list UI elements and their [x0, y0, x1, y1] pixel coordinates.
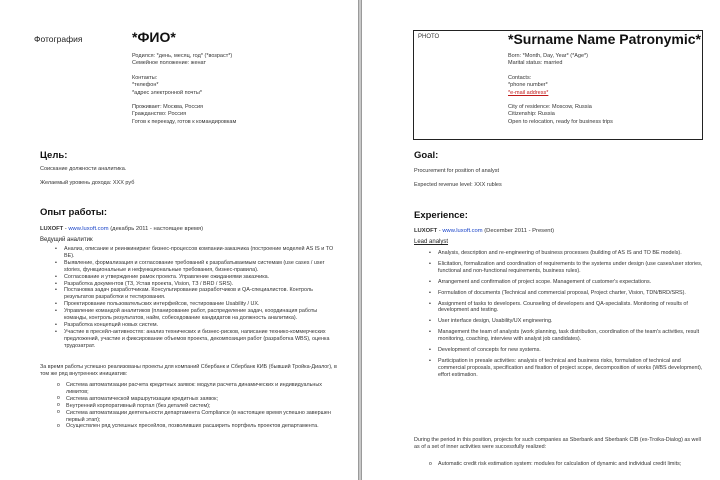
photo-placeholder-label: Фотография	[34, 34, 83, 44]
list-item: • Analysis, description and re-engineering of business processes (building of AS IS and TO BE models).	[438, 250, 706, 257]
experience-heading: Опыт работы:	[40, 207, 107, 218]
phone: *телефон*	[132, 82, 159, 89]
list-item: • Постановка задач разработчикам. Консультирование разработчиков и QA-специалистов. Контроль результатов разработки и тестирования.	[64, 287, 334, 301]
birth-date: Born: *Month, Day, Year* (*Age*)	[508, 53, 588, 59]
list-item: • Management the team of analysts (work planning, task distribution, coordination of the team's activities, result monitoring, coaching, interview with analyst job candidates).	[438, 329, 706, 343]
company-link[interactable]: www.luxoft.com	[442, 228, 483, 234]
resume-page-english	[362, 0, 720, 480]
projects-list	[438, 461, 706, 468]
projects-intro: During the period in this position, projects for such companies as Sberbank and Sberbank CIB (ex-Troika-Dialog) as well as of a set of inner activities were successfully realized:	[414, 437, 701, 450]
citizenship: Citizenship: Russia	[508, 111, 555, 118]
company-link[interactable]: www.luxoft.com	[68, 226, 109, 232]
phone: *phone number*	[508, 82, 548, 89]
company-line: LUXOFT - www.luxoft.com (декабрь 2011 - настоящее время)	[40, 226, 204, 232]
list-item: • Выявление, формализация и согласование требований к разрабатываемым системам (use cases / user stories, функциональные и нефункциональные требования, бизнес-правила).	[64, 260, 334, 274]
marital-status: Семейное положение: женат	[132, 60, 207, 67]
list-item: • Elicitation, formalization and coordination of requirements to the systems under design (use cases/user stories, functional and non-functional requirements, business rules).	[438, 261, 706, 275]
citizenship: Гражданство: Россия	[132, 111, 187, 118]
relocation: Open to relocation, ready for business trips	[508, 118, 613, 125]
list-item: o Система автоматической маршрутизации кредитных заявок;	[66, 396, 334, 403]
company-line: LUXOFT - www.luxoft.com (December 2011 - Present)	[414, 228, 555, 234]
role-title: Lead analyst	[414, 239, 449, 245]
projects-list	[66, 382, 334, 430]
list-item: • Проектирование пользовательских интерфейсов, тестирование Usability / UX.	[64, 301, 334, 308]
resume-page-russian	[0, 0, 358, 480]
goal-text: Соискание должности аналитика.	[40, 166, 127, 172]
list-item: o Система автоматизации расчета кредитных заявок: модули расчета динамических и индивидуальных лимитов;	[66, 382, 334, 396]
email: *адрес электронной почты*	[132, 89, 202, 96]
list-item: • Анализ, описание и реинжиниринг бизнес-процессов компании-заказчика (построение моделей AS IS и TO BE).	[64, 246, 334, 260]
list-item: • Участие в пресейл-активностях: анализ технических и бизнес-рисков, написание технико-коммерческих предложений, участие и фиксирование объемов проекта, декомпозиция работ (разработка WBS), оценка трудозатрат.	[64, 329, 334, 350]
list-item: o Automatic credit risk estimation system: modules for calculation of dynamic and individual credit limits;	[438, 461, 706, 468]
full-name-heading: *ФИО*	[132, 29, 176, 45]
list-item: • Управление командой аналитиков (планирование работ, распределение задач, координация работы команды, контроль результатов, найм, собеседование кандидатов на должность аналитика).	[64, 308, 334, 322]
email: *e-mail address*	[508, 89, 549, 96]
contacts-label: Contacts:	[508, 74, 532, 81]
goal-heading: Цель:	[40, 150, 68, 161]
salary-expectation: Expected revenue level: XXX rubles	[414, 182, 502, 188]
salary-expectation: Желаемый уровень дохода: XXX руб	[40, 180, 135, 186]
list-item: • Arrangement and confirmation of project scope. Management of customer's expectations.	[438, 279, 706, 286]
experience-heading: Experience:	[414, 210, 468, 221]
goal-text: Procurement for position of analyst	[414, 168, 499, 174]
contacts-label: Контакты:	[132, 74, 158, 81]
role-title: Ведущий аналитик	[40, 237, 93, 243]
list-item: • Participation in presale activities: analysis of technical and business risks, formulation of technical and commercial proposals, specification and fixation of project scope, decomposition of works (WBS development), effort estimation.	[438, 358, 706, 379]
responsibilities-list	[438, 250, 706, 383]
personal-info	[132, 53, 236, 126]
photo-placeholder-label: PHOTO	[418, 34, 440, 40]
responsibilities-list	[64, 246, 334, 350]
list-item: o Осуществлен ряд успешных пресейлов, позволивших расширить портфель проектов департамента.	[66, 423, 334, 430]
company-period: (декабрь 2011 - настоящее время)	[110, 226, 204, 232]
list-item: • Formulation of documents (Technical and commercial proposal, Project charter, Vision, TDN/BRD/SRS).	[438, 290, 706, 297]
projects-intro: За время работы успешно реализованы проекты для компаний Сбербанк и Сбербанк КИБ (бывший Тройка-Диалог), в том же ряд внутренних инициатив:	[40, 364, 337, 377]
list-item: • Assignment of tasks to developers. Counseling of developers and QA-specialists. Monitoring of results of development and testing.	[438, 301, 706, 315]
list-item: • Development of concepts for new systems.	[438, 347, 706, 354]
full-name-heading: *Surname Name Patronymic*	[508, 31, 701, 47]
list-item: o Система автоматизации деятельности департамента Compliance (в настоящее время успешно завершен первый этап);	[66, 410, 334, 424]
company-period: (December 2011 - Present)	[484, 228, 555, 234]
list-item: • Разработка документов (ТЗ, Устав проекта, Vision, ТЗ / BRD / SRS).	[64, 281, 334, 288]
residence: City of residence: Moscow, Russia	[508, 104, 592, 111]
list-item: • Разработка концепций новых систем.	[64, 322, 334, 329]
marital-status: Marital status: married	[508, 60, 563, 67]
list-item: • User interface design, Usability/UX engineering.	[438, 318, 706, 325]
goal-heading: Goal:	[414, 150, 439, 161]
company-name: LUXOFT	[414, 228, 438, 234]
list-item: • Согласование и утверждение рамок проекта. Управление ожиданиями заказчика.	[64, 274, 334, 281]
list-item: o Внутренний корпоративный портал (без деталей систем);	[66, 403, 334, 410]
birth-date: Родился: *день, месяц, год* (*возраст*)	[132, 53, 233, 59]
personal-info	[508, 53, 613, 126]
relocation: Готов к переезду, готов к командировкам	[132, 118, 237, 125]
company-name: LUXOFT	[40, 226, 64, 232]
residence: Проживает: Москва, Россия	[132, 104, 204, 111]
